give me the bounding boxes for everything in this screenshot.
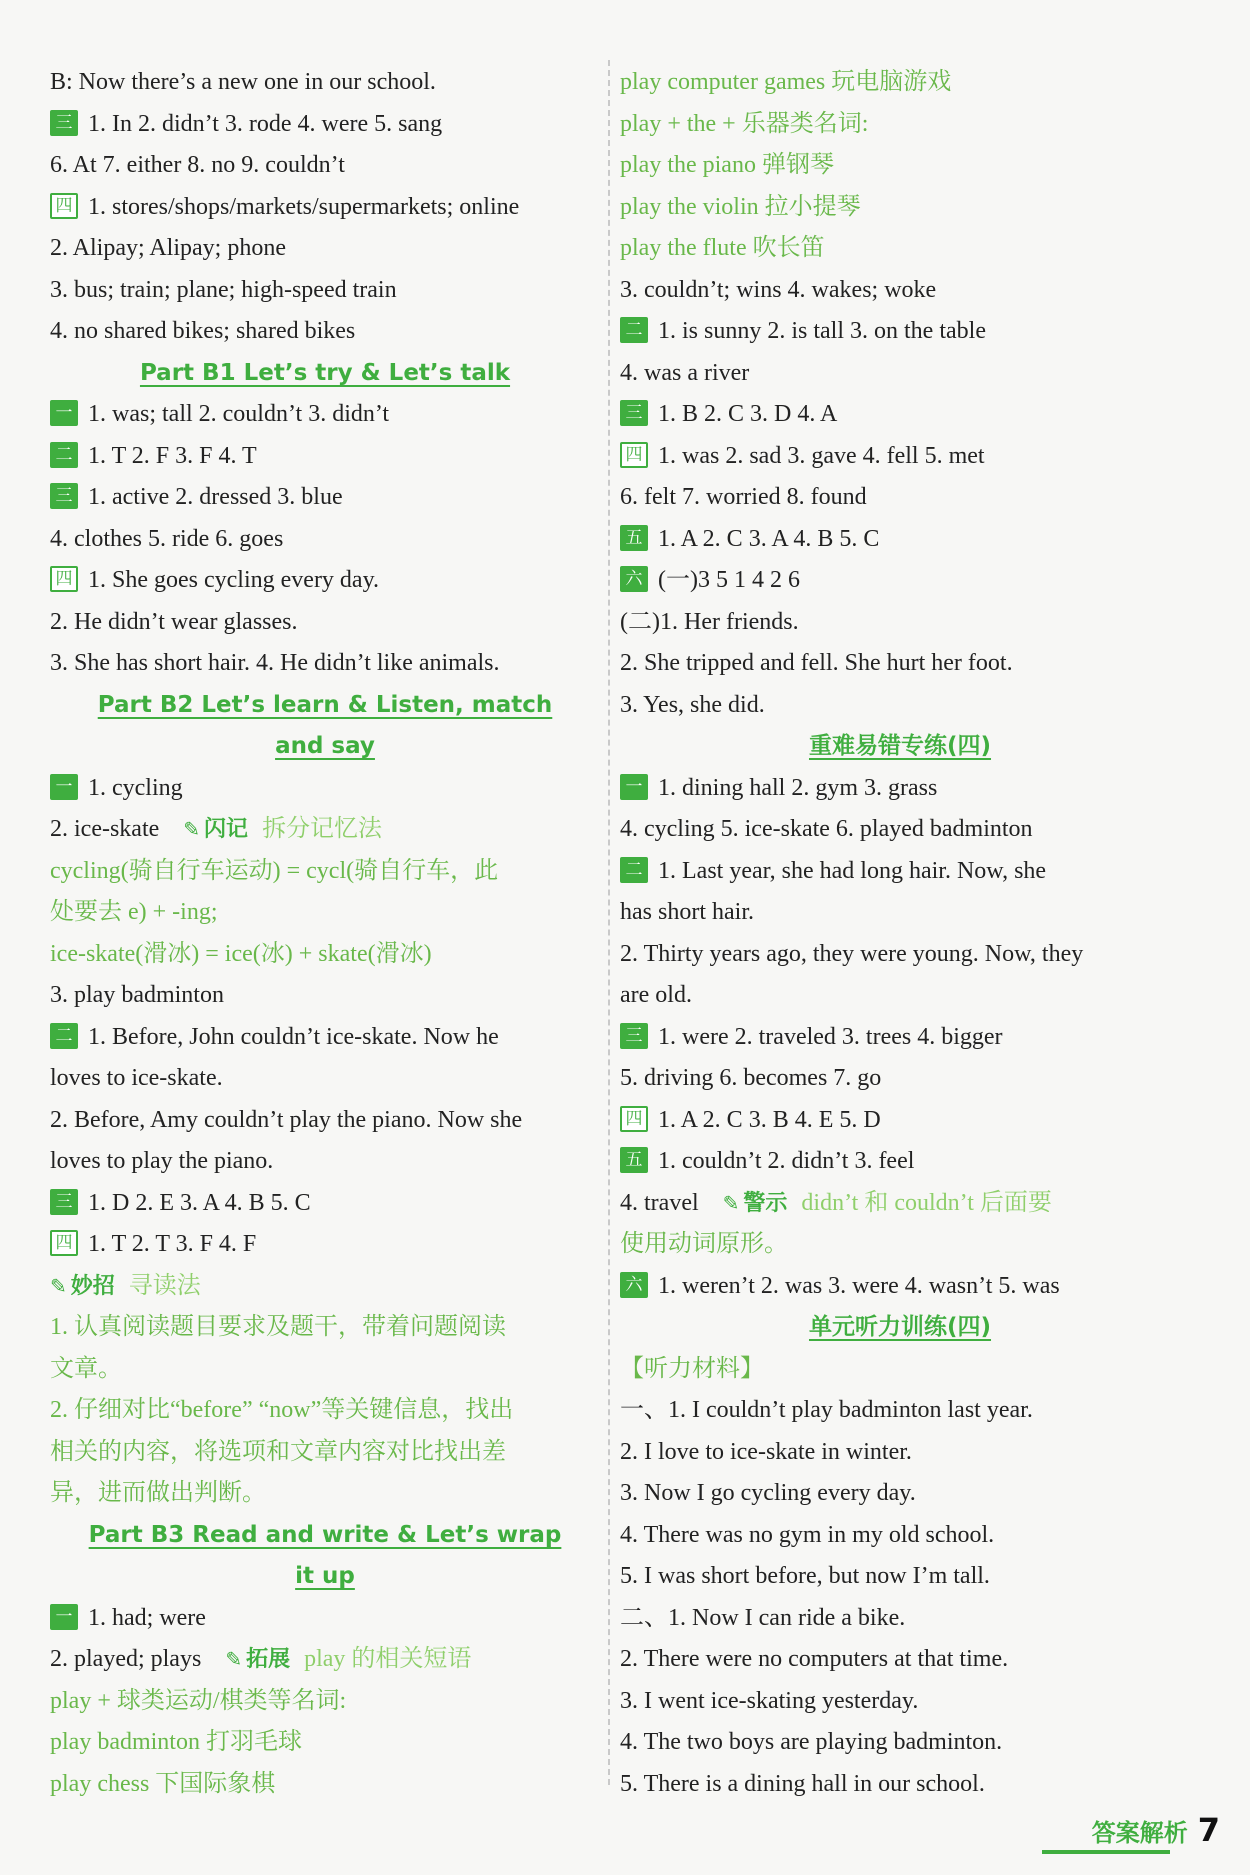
- line-text: 1. was; tall 2. couldn’t 3. didn’t: [88, 401, 390, 427]
- line-text: cycling(骑自行车运动) = cycl(骑自行车，此: [50, 857, 499, 884]
- line-text: 2. Thirty years ago, they were young. Now, they: [620, 940, 1084, 967]
- line-text: 1. Last year, she had long hair. Now, she: [658, 857, 1047, 884]
- line-text: 2. He didn’t wear glasses.: [50, 608, 298, 635]
- tip-title: 警示: [743, 1190, 788, 1216]
- answer-line: [50, 436, 600, 478]
- line-text: 1. A 2. C 3. B 4. E 5. D: [658, 1106, 881, 1133]
- answer-line: [50, 270, 600, 312]
- line-text: 文章。: [50, 1355, 122, 1382]
- section-heading-text: Part B1 Let’s try & Let’s talk: [139, 359, 511, 386]
- line-text: are old.: [620, 982, 692, 1008]
- line-text: loves to play the piano.: [50, 1148, 274, 1174]
- answer-line: [620, 394, 1180, 436]
- answer-line: [50, 311, 600, 353]
- section-heading: [50, 685, 600, 727]
- tip-title: 闪记: [204, 817, 249, 842]
- line-text: 1. was 2. sad 3. gave 4. fell 5. met: [658, 442, 985, 469]
- footer-bar: [1042, 1850, 1170, 1854]
- line-text: 3. couldn’t; wins 4. wakes; woke: [620, 276, 937, 303]
- answer-line: [620, 1017, 1180, 1059]
- question-number-icon: 三: [620, 1023, 648, 1049]
- answer-line: [620, 1681, 1180, 1723]
- left-column: [50, 62, 600, 1805]
- answer-line: [620, 1639, 1180, 1681]
- tip-text-line: [50, 851, 600, 893]
- tip-text-line: [620, 145, 1180, 187]
- question-number-icon: 三: [50, 110, 78, 136]
- spacer: [699, 1190, 723, 1216]
- tip-note: didn’t 和 couldn’t 后面要: [801, 1189, 1052, 1216]
- question-number-icon: 四: [620, 1106, 648, 1132]
- answer-line: [620, 1473, 1180, 1515]
- line-text: play + 球类运动/棋类等名词:: [50, 1687, 347, 1714]
- line-text: B: Now there’s a new one in our school.: [50, 69, 436, 95]
- question-number-icon: 二: [620, 857, 648, 883]
- line-text: 1. B 2. C 3. D 4. A: [658, 401, 838, 427]
- tip-note: play 的相关短语: [304, 1646, 472, 1672]
- line-text: play the violin 拉小提琴: [620, 193, 861, 220]
- line-text: 3. play badminton: [50, 982, 224, 1008]
- section-heading: [50, 726, 600, 768]
- line-text: 2. There were no computers at that time.: [620, 1646, 1009, 1672]
- line-text: 1. dining hall 2. gym 3. grass: [658, 774, 938, 801]
- section-heading: [620, 726, 1180, 768]
- line-text: play + the + 乐器类名词:: [620, 110, 869, 137]
- line-text: 1. is sunny 2. is tall 3. on the table: [658, 318, 986, 344]
- line-text: 二、1. Now I can ride a bike.: [620, 1604, 906, 1631]
- line-text: 1. Before, John couldn’t ice-skate. Now he: [88, 1023, 499, 1050]
- question-number-icon: 一: [620, 774, 648, 800]
- section-heading: [50, 353, 600, 395]
- right-column: [620, 62, 1180, 1805]
- line-text: 2. 仔细对比“before” “now”等关键信息，找出: [50, 1397, 514, 1423]
- question-number-icon: 一: [50, 774, 78, 800]
- column-divider: [608, 60, 610, 1785]
- line-text: 3. bus; train; plane; high-speed train: [50, 276, 397, 303]
- line-text: 1. T 2. T 3. F 4. F: [88, 1231, 257, 1257]
- answer-line: [620, 270, 1180, 312]
- answer-line: [620, 560, 1180, 602]
- page-number: 7: [1197, 1811, 1220, 1849]
- answer-line: [50, 1224, 600, 1266]
- line-text: 1. D 2. E 3. A 4. B 5. C: [88, 1189, 311, 1216]
- line-text: 4. no shared bikes; shared bikes: [50, 318, 356, 344]
- line-text: 4. There was no gym in my old school.: [620, 1521, 995, 1548]
- line-text: play the flute 吹长笛: [620, 235, 825, 261]
- line-text: 异，进而做出判断。: [50, 1480, 266, 1506]
- tip-note: 拆分记忆法: [262, 816, 383, 842]
- section-heading: [620, 1307, 1180, 1349]
- section-heading-text: Part B3 Read and write & Let’s wrap: [88, 1521, 562, 1548]
- answer-line: [50, 1141, 600, 1183]
- question-number-icon: 一: [50, 1604, 78, 1630]
- line-text: ice-skate(滑冰) = ice(冰) + skate(滑冰): [50, 940, 432, 967]
- answer-line: [620, 1556, 1180, 1598]
- answer-line: [620, 685, 1180, 727]
- answer-line: [50, 602, 600, 644]
- answer-line: [620, 311, 1180, 353]
- answer-line: [50, 1183, 600, 1225]
- answer-line: [50, 1639, 600, 1681]
- line-text: play chess 下国际象棋: [50, 1770, 276, 1797]
- answer-line: [620, 934, 1180, 976]
- question-number-icon: 五: [620, 1147, 648, 1173]
- answer-line: [620, 1349, 1180, 1391]
- line-text: 相关的内容，将选项和文章内容对比找出差: [50, 1438, 506, 1465]
- section-heading-text: 单元听力训练(四): [808, 1314, 992, 1340]
- question-number-icon: 一: [50, 400, 78, 426]
- line-text: 3. Yes, she did.: [620, 691, 765, 718]
- line-text: (二)1. Her friends.: [620, 608, 799, 635]
- question-number-icon: 三: [620, 400, 648, 426]
- line-text: 2. played; plays: [50, 1646, 202, 1672]
- answer-line: [50, 560, 600, 602]
- line-text: 4. The two boys are playing badminton.: [620, 1729, 1003, 1755]
- line-text: 4. travel: [620, 1189, 699, 1216]
- section-heading-text: and say: [275, 733, 375, 759]
- tip-icon: ✎: [722, 1192, 740, 1215]
- line-text: 一、1. I couldn’t play badminton last year.: [620, 1397, 1033, 1423]
- line-text: 1. couldn’t 2. didn’t 3. feel: [658, 1148, 915, 1174]
- answer-line: [50, 975, 600, 1017]
- answer-line: [50, 643, 600, 685]
- answer-line: [50, 809, 600, 851]
- answer-line: [50, 1058, 600, 1100]
- answer-line: [620, 1432, 1180, 1474]
- answer-line: [620, 975, 1180, 1017]
- line-text: 2. I love to ice-skate in winter.: [620, 1438, 912, 1465]
- answer-line: [620, 1390, 1180, 1432]
- tip-icon: ✎: [183, 819, 201, 841]
- answer-line: [50, 394, 600, 436]
- answer-line: [620, 1100, 1180, 1142]
- tip-text-line: [620, 1224, 1180, 1266]
- tip-text-line: [620, 187, 1180, 229]
- tip-title: 妙招: [70, 1273, 115, 1299]
- answer-line: [620, 851, 1180, 893]
- tip-icon: ✎: [225, 1649, 243, 1671]
- question-number-icon: 五: [620, 525, 648, 551]
- line-text: 5. I was short before, but now I’m tall.: [620, 1563, 990, 1589]
- footer-label: 答案解析: [1091, 1819, 1188, 1847]
- page-footer: [1092, 1808, 1220, 1852]
- tip-text-line: [50, 892, 600, 934]
- answer-line: [620, 1141, 1180, 1183]
- answer-line: [50, 519, 600, 561]
- tip-text-line: [50, 1432, 600, 1474]
- line-text: 3. She has short hair. 4. He didn’t like animals.: [50, 650, 500, 676]
- line-text: 4. was a river: [620, 359, 750, 386]
- tip-text-line: [50, 934, 600, 976]
- line-text: 1. She goes cycling every day.: [88, 567, 380, 593]
- line-text: 处要去 e) + -ing;: [50, 899, 218, 925]
- question-number-icon: 二: [50, 442, 78, 468]
- line-text: 3. Now I go cycling every day.: [620, 1480, 916, 1506]
- section-heading-text: it up: [295, 1563, 355, 1589]
- question-number-icon: 四: [620, 442, 648, 468]
- question-number-icon: 四: [50, 193, 78, 219]
- tip-text-line: [50, 1681, 600, 1723]
- line-text: 1. active 2. dressed 3. blue: [88, 484, 343, 510]
- answer-line: [620, 436, 1180, 478]
- line-text: 6. At 7. either 8. no 9. couldn’t: [50, 152, 345, 178]
- material-label: 【听力材料】: [620, 1355, 764, 1382]
- answer-line: [50, 1100, 600, 1142]
- answer-line: [50, 1266, 600, 1308]
- answer-line: [620, 1722, 1180, 1764]
- line-text: 2. Alipay; Alipay; phone: [50, 235, 286, 261]
- answer-line: [50, 1017, 600, 1059]
- answer-line: [50, 1598, 600, 1640]
- line-text: 1. weren’t 2. was 3. were 4. wasn’t 5. was: [658, 1272, 1060, 1299]
- answer-line: [50, 145, 600, 187]
- question-number-icon: 三: [50, 483, 78, 509]
- answer-line: [620, 519, 1180, 561]
- line-text: 1. were 2. traveled 3. trees 4. bigger: [658, 1023, 1003, 1050]
- tip-text-line: [50, 1349, 600, 1391]
- answer-line: [620, 1598, 1180, 1640]
- question-number-icon: 四: [50, 566, 78, 592]
- tip-text-line: [620, 104, 1180, 146]
- tip-icon: ✎: [50, 1275, 67, 1298]
- tip-note: 寻读法: [128, 1272, 201, 1299]
- line-text: 5. There is a dining hall in our school.: [620, 1770, 985, 1797]
- line-text: has short hair.: [620, 899, 754, 925]
- answer-line: [620, 1266, 1180, 1308]
- tip-text-line: [50, 1722, 600, 1764]
- line-text: play computer games 玩电脑游戏: [620, 69, 952, 95]
- section-heading: [50, 1556, 600, 1598]
- spacer: [159, 816, 183, 842]
- tip-text-line: [50, 1307, 600, 1349]
- line-text: 1. In 2. didn’t 3. rode 4. were 5. sang: [88, 110, 443, 137]
- question-number-icon: 四: [50, 1230, 78, 1256]
- answer-line: [620, 477, 1180, 519]
- tip-text-line: [50, 1764, 600, 1806]
- line-text: 5. driving 6. becomes 7. go: [620, 1065, 882, 1091]
- line-text: (一)3 5 1 4 2 6: [658, 567, 800, 593]
- spacer: [201, 1646, 225, 1672]
- answer-line: [50, 228, 600, 270]
- tip-text-line: [620, 228, 1180, 270]
- question-number-icon: 二: [620, 317, 648, 343]
- line-text: 3. I went ice-skating yesterday.: [620, 1687, 919, 1714]
- question-number-icon: 六: [620, 1272, 648, 1298]
- question-number-icon: 二: [50, 1023, 78, 1049]
- line-text: 6. felt 7. worried 8. found: [620, 484, 867, 510]
- line-text: 1. stores/shops/markets/supermarkets; online: [88, 193, 520, 220]
- tip-text-line: [50, 1390, 600, 1432]
- answer-line: [620, 602, 1180, 644]
- question-number-icon: 三: [50, 1189, 78, 1215]
- line-text: loves to ice-skate.: [50, 1065, 223, 1091]
- answer-line: [620, 1183, 1180, 1225]
- answer-line: [50, 104, 600, 146]
- tip-title: 拓展: [246, 1647, 291, 1672]
- line-text: 4. clothes 5. ride 6. goes: [50, 525, 284, 552]
- answer-line: [50, 187, 600, 229]
- answer-line: [620, 643, 1180, 685]
- answer-line: [620, 1764, 1180, 1806]
- answer-line: [620, 1515, 1180, 1557]
- line-text: 1. A 2. C 3. A 4. B 5. C: [658, 525, 880, 552]
- line-text: 2. Before, Amy couldn’t play the piano. Now she: [50, 1106, 523, 1133]
- answer-line: [620, 892, 1180, 934]
- tip-text-line: [50, 1473, 600, 1515]
- line-text: play badminton 打羽毛球: [50, 1729, 302, 1755]
- answer-line: [620, 353, 1180, 395]
- answer-line: [50, 477, 600, 519]
- answer-line: [620, 1058, 1180, 1100]
- section-heading-text: 重难易错专练(四): [808, 733, 992, 759]
- answer-line: [620, 768, 1180, 810]
- line-text: play the piano 弹钢琴: [620, 152, 834, 178]
- answer-line: [50, 62, 600, 104]
- section-heading-text: Part B2 Let’s learn & Listen, match: [97, 691, 553, 718]
- line-text: 2. She tripped and fell. She hurt her foot.: [620, 650, 1013, 676]
- section-heading: [50, 1515, 600, 1557]
- line-text: 1. T 2. F 3. F 4. T: [88, 442, 257, 469]
- question-number-icon: 六: [620, 566, 648, 592]
- line-text: 使用动词原形。: [620, 1231, 788, 1257]
- tip-text-line: [620, 62, 1180, 104]
- answer-line: [620, 809, 1180, 851]
- answer-line: [50, 768, 600, 810]
- line-text: 2. ice-skate: [50, 816, 160, 842]
- line-text: 1. cycling: [88, 774, 183, 801]
- line-text: 1. had; were: [88, 1604, 206, 1631]
- line-text: 4. cycling 5. ice-skate 6. played badminton: [620, 816, 1033, 842]
- line-text: 1. 认真阅读题目要求及题干，带着问题阅读: [50, 1314, 506, 1340]
